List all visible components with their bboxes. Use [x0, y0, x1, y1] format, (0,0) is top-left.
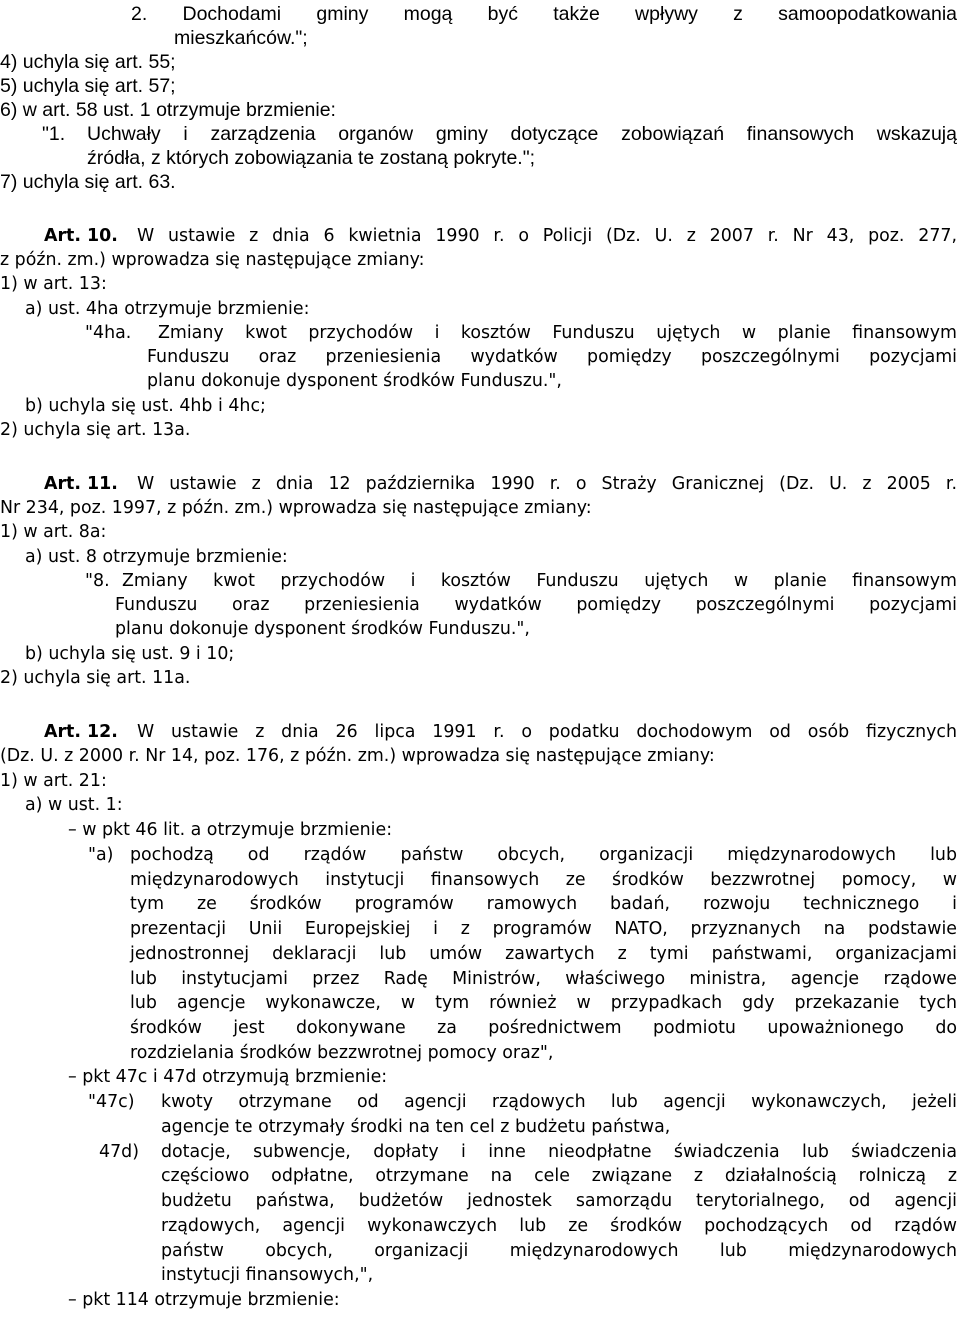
text-line: jednostronnej deklaracji lub umów zawartych z tymi państwami, organizacjami [130, 944, 957, 964]
text-line: Uchwały i zarządzenia organów gminy dotyczące zobowiązań finansowych wskazują [87, 123, 957, 145]
text-line: instytucji finansowych,", [161, 1265, 374, 1285]
text-line: Nr 234, poz. 1997, z późn. zm.) wprowadza się następujące zmiany: [0, 498, 592, 518]
text-line: 2) uchyla się art. 13a. [0, 420, 191, 440]
item-number: 47d) [99, 1142, 139, 1162]
text-line: lub instytucjami przez Radę Ministrów, właściwego ministra, agencje rządowe [130, 969, 957, 989]
article-label: Art. 11. [44, 474, 118, 494]
text-line: planu dokonuje dysponent środków Funduszu.", [147, 371, 562, 391]
text-line: a) w ust. 1: [25, 795, 123, 815]
text-line: prezentacji Unii Europejskiej i z programów NATO, przyznanych na podstawie [130, 919, 957, 939]
item-number: "1. [42, 123, 66, 145]
item-number: "8. [85, 571, 110, 591]
text-line: rozdzielania środków bezzwrotnej pomocy oraz", [130, 1043, 554, 1063]
text-line: Funduszu oraz przeniesienia wydatków pomiędzy poszczególnymi pozycjami [147, 347, 957, 367]
text-line: pochodzą od rządów państw obcych, organizacji międzynarodowych lub [130, 845, 957, 865]
item-number: "4ha. [85, 323, 132, 343]
text-line: 4) uchyla się art. 55; [0, 51, 176, 73]
text-line: środków jest dokonywane za pośrednictwem podmiotu upoważnionego do [130, 1018, 957, 1038]
text-line: lub agencje wykonawcze, w tym również w przypadkach gdy przekazanie tych [130, 993, 957, 1013]
text-line: kwoty otrzymane od agencji rządowych lub agencji wykonawczych, jeżeli [161, 1092, 957, 1112]
text-line: dotacje, subwencje, dopłaty i inne nieodpłatne świadczenia lub świadczenia [161, 1142, 957, 1162]
text-line: W ustawie z dnia 26 lipca 1991 r. o podatku dochodowym od osób fizycznych [137, 722, 957, 742]
item-number: "47c) [88, 1092, 135, 1112]
text-line: W ustawie z dnia 6 kwietnia 1990 r. o Policji (Dz. U. z 2007 r. Nr 43, poz. 277, [137, 226, 957, 246]
text-line: 1) w art. 21: [0, 771, 107, 791]
text-line: 2) uchyla się art. 11a. [0, 668, 191, 688]
text-line: z późn. zm.) wprowadza się następujące zmiany: [0, 250, 425, 270]
text-line: budżetu państwa, budżetów jednostek samorządu terytorialnego, od agencji [161, 1191, 957, 1211]
text-line: – pkt 114 otrzymuje brzmienie: [68, 1290, 340, 1310]
text-line: 7) uchyla się art. 63. [0, 171, 176, 193]
text-line: 5) uchyla się art. 57; [0, 75, 176, 97]
article-label: Art. 12. [44, 722, 118, 742]
text-line: tym ze środków programów ramowych badań, rozwoju technicznego i [130, 894, 957, 914]
text-line: W ustawie z dnia 12 października 1990 r. o Straży Granicznej (Dz. U. z 2005 r. [137, 474, 957, 494]
text-line: źródła, z których zobowiązania te zostaną pokryte."; [87, 147, 536, 169]
text-line: b) uchyla się ust. 9 i 10; [25, 644, 235, 664]
text-line: 2. Dochodami gminy mogą być także wpływy z samoopodatkowania [131, 3, 957, 25]
text-line: Funduszu oraz przeniesienia wydatków pomiędzy poszczególnymi pozycjami [115, 595, 957, 615]
text-line: Zmiany kwot przychodów i kosztów Funduszu ujętych w planie finansowym [122, 571, 957, 591]
article-label: Art. 10. [44, 226, 118, 246]
text-line: a) ust. 4ha otrzymuje brzmienie: [25, 299, 310, 319]
text-line: (Dz. U. z 2000 r. Nr 14, poz. 176, z późn. zm.) wprowadza się następujące zmiany: [0, 746, 715, 766]
item-number: "a) [88, 845, 114, 865]
text-line: mieszkańców."; [174, 27, 308, 49]
text-line: 1) w art. 8a: [0, 522, 107, 542]
text-line: Zmiany kwot przychodów i kosztów Funduszu ujętych w planie finansowym [158, 323, 957, 343]
text-line: b) uchyla się ust. 4hb i 4hc; [25, 396, 266, 416]
text-line: rządowych, agencji wykonawczych lub ze środków pochodzących od rządów [161, 1216, 957, 1236]
text-line: planu dokonuje dysponent środków Funduszu.", [115, 619, 530, 639]
text-line: częściowo odpłatne, otrzymane na cele związane z działalnością rolniczą z [161, 1166, 957, 1186]
text-line: a) ust. 8 otrzymuje brzmienie: [25, 547, 288, 567]
text-line: agencje te otrzymały środki na ten cel z budżetu państwa, [161, 1117, 671, 1137]
text-line: – w pkt 46 lit. a otrzymuje brzmienie: [68, 820, 393, 840]
text-line: międzynarodowych instytucji finansowych ze środków bezzwrotnej pomocy, w [130, 870, 957, 890]
text-line: 1) w art. 13: [0, 274, 107, 294]
text-line: państw obcych, organizacji międzynarodowych lub międzynarodowych [161, 1241, 957, 1261]
text-line: – pkt 47c i 47d otrzymują brzmienie: [68, 1067, 388, 1087]
text-line: 6) w art. 58 ust. 1 otrzymuje brzmienie: [0, 99, 336, 121]
